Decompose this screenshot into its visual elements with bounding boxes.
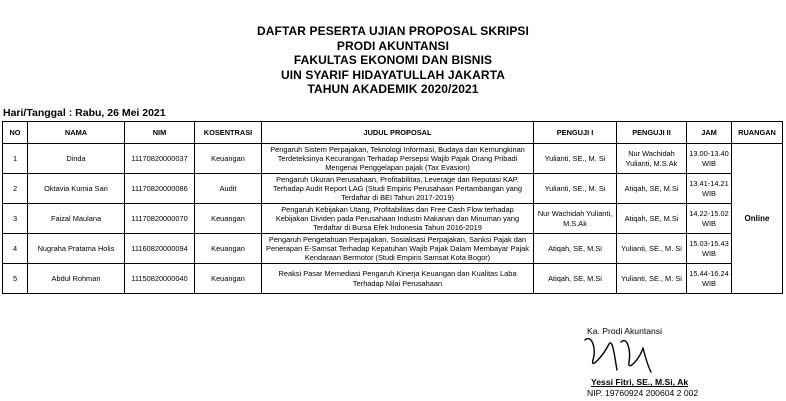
- cell-jam: 13.41-14.21 WIB: [687, 174, 732, 204]
- cell-nim: 11160820000094: [125, 234, 195, 264]
- table-header-row: [3, 122, 783, 144]
- cell-ruangan: Online: [732, 144, 783, 294]
- title-line-4: UIN SYARIF HIDAYATULLAH JAKARTA: [280, 67, 505, 82]
- cell-penguji-1: Atiqah, SE, M.Si: [534, 234, 617, 264]
- cell-penguji-2: Yulianti, SE., M. Si: [617, 234, 687, 264]
- participants-table: [2, 121, 783, 294]
- table-row: [3, 234, 783, 264]
- cell-jam: 15.44-16.24 WIB: [687, 264, 732, 294]
- cell-konsentrasi: Keuangan: [195, 204, 262, 234]
- cell-penguji-2: Yulianti, SE., M. Si: [617, 264, 687, 294]
- col-header-penguji-1: PENGUJI I: [534, 122, 617, 144]
- col-header-jam: JAM: [687, 122, 732, 144]
- cell-konsentrasi: Audit: [195, 174, 262, 204]
- signature-scribble: [581, 330, 681, 380]
- cell-judul: Pengaruh Pengetahuan Perpajakan, Sosialisasi Perpajakan, Sanksi Pajak dan Penerapan E-Samsat Terhadap Kepatuhan Wajib Pajak Dalam Membayar Pajak Kendaraan Bermotor (Studi Empiris Samsat Kota Bogor): [262, 234, 534, 264]
- cell-nama: Abdul Rohman: [28, 264, 125, 294]
- title-line-1: DAFTAR PESERTA UJIAN PROPOSAL SKRIPSI: [257, 24, 529, 38]
- table-row: [3, 174, 783, 204]
- signer-role: Ka. Prodi Akuntansi: [587, 326, 663, 336]
- col-header-nama: NAMA: [28, 122, 125, 144]
- cell-penguji-2: Atiqah, SE, M.Si: [617, 204, 687, 234]
- cell-no: 3: [3, 204, 28, 234]
- cell-nim: 11170820000070: [125, 204, 195, 234]
- title-line-5: TAHUN AKADEMIK 2020/2021: [307, 82, 479, 97]
- date-line: Hari/Tanggal : Rabu, 26 Mei 2021: [3, 107, 166, 119]
- cell-penguji-2: Nur Wachidah Yulianti, M.S.Ak: [617, 144, 687, 174]
- cell-nama: Faizal Maulana: [28, 204, 125, 234]
- col-header-ruangan: RUANGAN: [732, 122, 783, 144]
- cell-no: 4: [3, 234, 28, 264]
- col-header-penguji-2: PENGUJI II: [617, 122, 687, 144]
- col-header-konsentrasi: KOSENTRASI: [195, 122, 262, 144]
- col-header-nim: NIM: [125, 122, 195, 144]
- cell-penguji-1: Yulianti, SE., M. Si: [534, 144, 617, 174]
- document-title: [0, 24, 786, 97]
- cell-nama: Nugraha Pratama Holis: [28, 234, 125, 264]
- cell-jam: 15.03-15.43 WIB: [687, 234, 732, 264]
- table-row: [3, 144, 783, 174]
- cell-nim: 11150820000040: [125, 264, 195, 294]
- title-line-2: PRODI AKUNTANSI: [336, 38, 450, 53]
- cell-penguji-1: Yulianti, SE., M. Si: [534, 174, 617, 204]
- cell-nama: Oktavia Kurnia Sari: [28, 174, 125, 204]
- signer-nip: NIP. 19760924 200604 2 002: [587, 388, 699, 398]
- cell-no: 1: [3, 144, 28, 174]
- signer-name: Yessi Fitri, SE., M.Si, Ak: [591, 377, 689, 387]
- cell-judul: Pengaruh Kebijakan Utang, Profitabilitas dan Free Cash Flow terhadap Kebijakan Dividen pada Perusahaan Industri Makanan dan Minuman yang Terdaftar di Bursa Efek Indonesia Tahun 2016-2019: [262, 204, 534, 234]
- cell-konsentrasi: Keuangan: [195, 144, 262, 174]
- table-row: [3, 204, 783, 234]
- cell-penguji-1: Nur Wachidah Yulianti, M.S.Ak: [534, 204, 617, 234]
- cell-judul: Pengaruh Ukuran Perusahaan, Profitabilitas, Leverage dan Reputasi KAP. Terhadap Audit Report LAG (Studi Empiris Perusahaan Pertambangan yang Terdaftar di BEI Tahun 2017-2019): [262, 174, 534, 204]
- title-line-3: FAKULTAS EKONOMI DAN BISNIS: [293, 53, 493, 68]
- table-row: [3, 264, 783, 294]
- col-header-judul: JUDUL PROPOSAL: [262, 122, 534, 144]
- cell-judul: Pengaruh Sistem Perpajakan, Teknologi Informasi, Budaya dan Kemungkinan Terdeteksinya Kecurangan Terhadap Persepsi Wajib Pajak Orang Pribadi Mengenai Penggelapan pajak (Tax Evasion): [262, 144, 534, 174]
- cell-no: 5: [3, 264, 28, 294]
- cell-konsentrasi: Keuangan: [195, 264, 262, 294]
- cell-penguji-2: Atiqah, SE, M.Si: [617, 174, 687, 204]
- col-header-no: NO: [3, 122, 28, 144]
- cell-no: 2: [3, 174, 28, 204]
- cell-konsentrasi: Keuangan: [195, 234, 262, 264]
- cell-nama: Dinda: [28, 144, 125, 174]
- cell-jam: 13.00-13.40 WIB: [687, 144, 732, 174]
- cell-jam: 14.22-15.02 WIB: [687, 204, 732, 234]
- cell-nim: 11170820000086: [125, 174, 195, 204]
- cell-penguji-1: Atiqah, SE, M.Si: [534, 264, 617, 294]
- cell-nim: 11170820000037: [125, 144, 195, 174]
- cell-judul: Reaksi Pasar Memediasi Pengaruh Kinerja Keuangan dan Kualitas Laba Terhadap Nilai Perusahaan: [262, 264, 534, 294]
